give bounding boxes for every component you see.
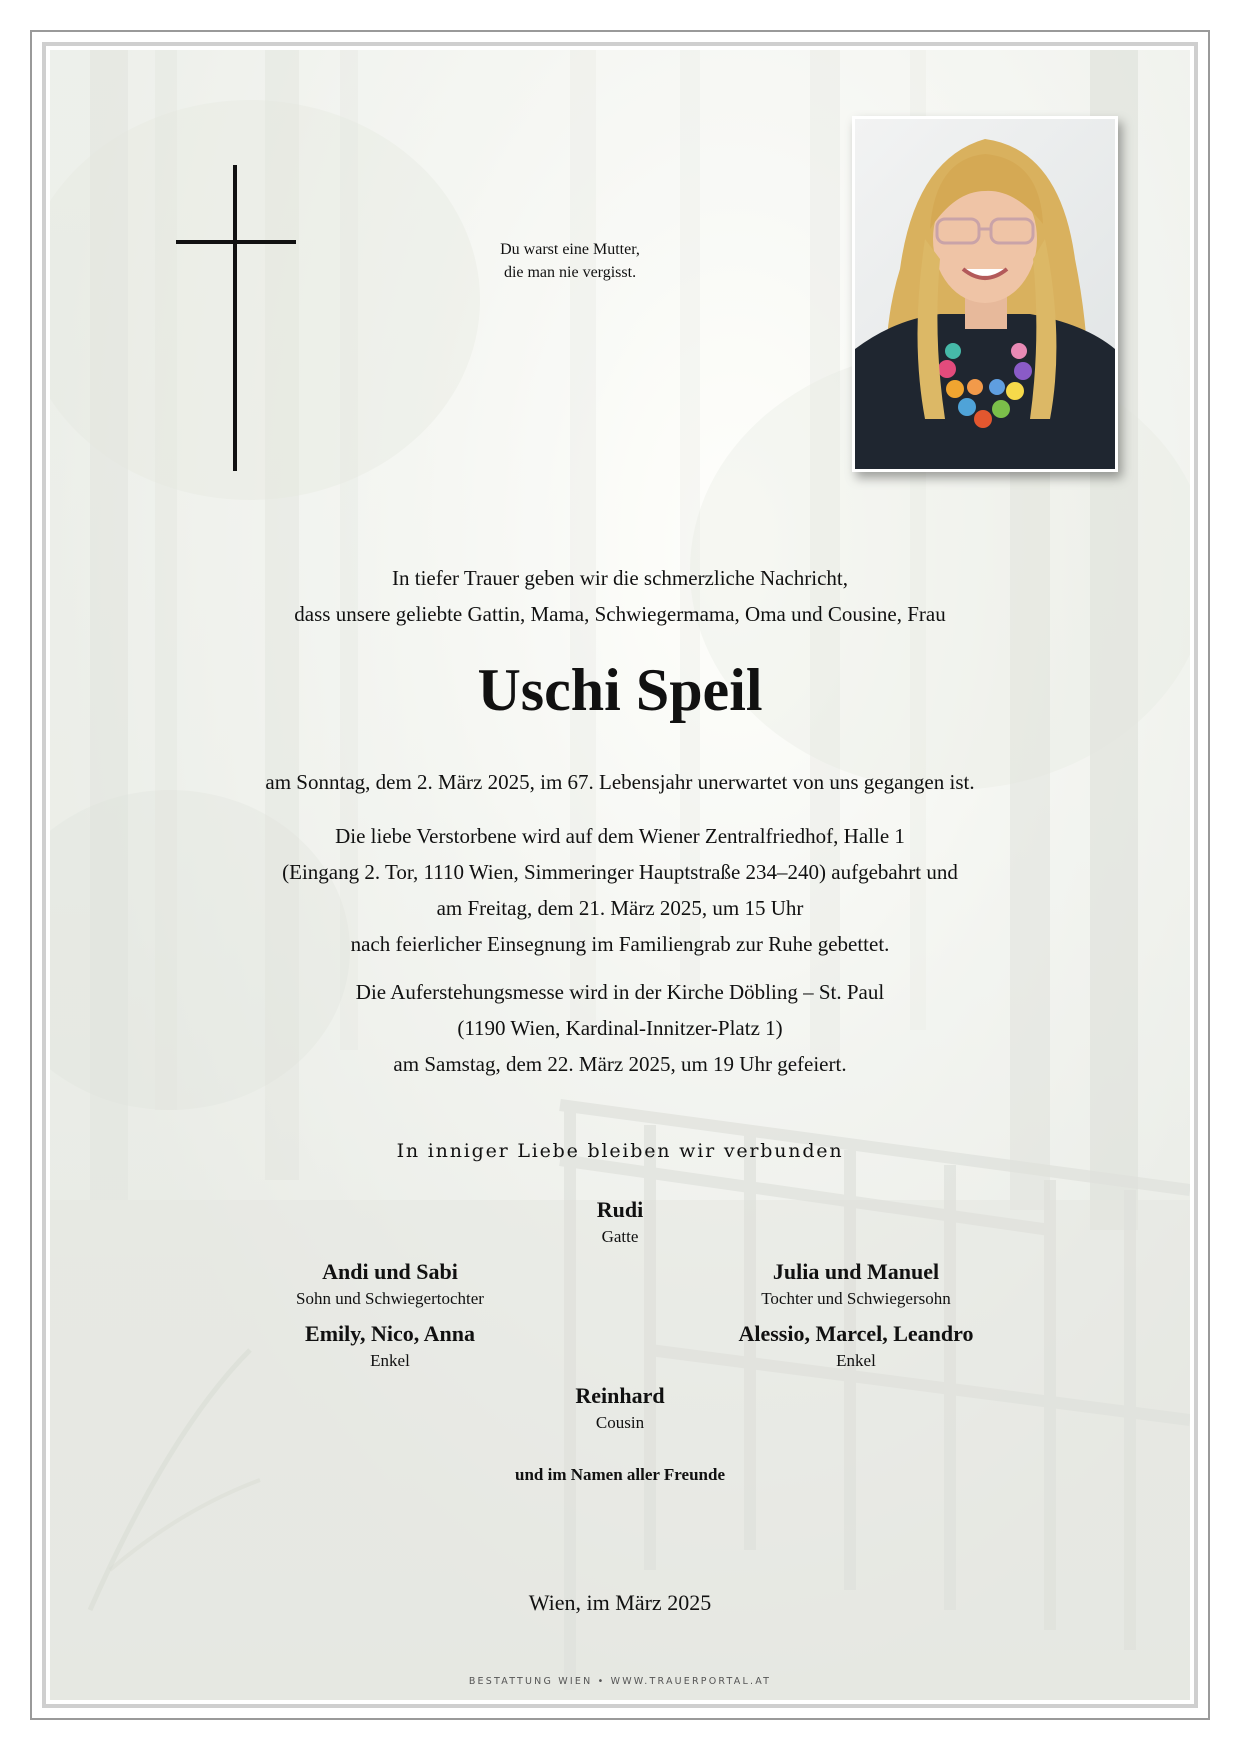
death-notice: am Sonntag, dem 2. März 2025, im 67. Lebensjahr unerwartet von uns gegangen ist. (265, 770, 975, 794)
footer-credit: BESTATTUNG WIEN • WWW.TRAUERPORTAL.AT (468, 1676, 772, 1687)
burial-line: am Freitag, dem 21. März 2025, um 15 Uhr (436, 896, 804, 920)
mourner-name: Rudi (596, 1197, 644, 1222)
mass-line: Die Auferstehungsmesse wird in der Kirche Döbling – St. Paul (355, 980, 885, 1004)
place-date: Wien, im März 2025 (528, 1590, 712, 1615)
intro-line: dass unsere geliebte Gattin, Mama, Schwiegermama, Oma und Cousine, Frau (294, 602, 946, 626)
mourner-son (220, 1257, 560, 1311)
mourner-relation: Enkel (836, 1351, 876, 1370)
mourner-relation: Sohn und Schwiegertochter (296, 1289, 484, 1308)
mass-line: am Samstag, dem 22. März 2025, um 19 Uhr gefeiert. (393, 1052, 847, 1076)
mourner-name: Andi und Sabi (322, 1259, 458, 1284)
mourner-relation: Tochter und Schwiegersohn (761, 1289, 951, 1308)
burial-info (120, 818, 1120, 962)
closing-line: und im Namen aller Freunde (515, 1465, 725, 1484)
mourner-name: Julia und Manuel (772, 1259, 940, 1284)
deceased-name: Uschi Speil (477, 657, 763, 723)
mourner-daughter (686, 1257, 1026, 1311)
mourner-name: Alessio, Marcel, Leandro (738, 1321, 974, 1346)
burial-line: Die liebe Verstorbene wird auf dem Wiener Zentralfriedhof, Halle 1 (335, 824, 905, 848)
mourner-grandchildren-left (220, 1319, 560, 1373)
mourner-name: Reinhard (575, 1383, 665, 1408)
mourner-relation: Gatte (601, 1227, 639, 1246)
mass-line: (1190 Wien, Kardinal-Innitzer-Platz 1) (457, 1016, 783, 1040)
intro-line: In tiefer Trauer geben wir die schmerzliche Nachricht, (392, 566, 848, 590)
motto-line: Du warst eine Mutter, (500, 241, 640, 258)
mourner-relation: Enkel (370, 1351, 410, 1370)
mourner-grandchildren-right (686, 1319, 1026, 1373)
mourner-spouse (470, 1195, 770, 1249)
bond-line: In inniger Liebe bleiben wir verbunden (396, 1140, 844, 1162)
intro-text (150, 560, 1090, 632)
mourner-name: Emily, Nico, Anna (305, 1321, 475, 1346)
motto-quote (470, 238, 670, 284)
mass-info (120, 974, 1120, 1082)
portrait-photo (852, 116, 1118, 472)
mourner-cousin (470, 1381, 770, 1435)
motto-line: die man nie vergisst. (503, 264, 637, 281)
burial-line: (Eingang 2. Tor, 1110 Wien, Simmeringer Hauptstraße 234–240) aufgebahrt und (282, 860, 958, 884)
burial-line: nach feierlicher Einsegnung im Familiengrab zur Ruhe gebettet. (350, 932, 890, 956)
mourner-relation: Cousin (595, 1413, 645, 1432)
cross-icon (176, 165, 296, 471)
